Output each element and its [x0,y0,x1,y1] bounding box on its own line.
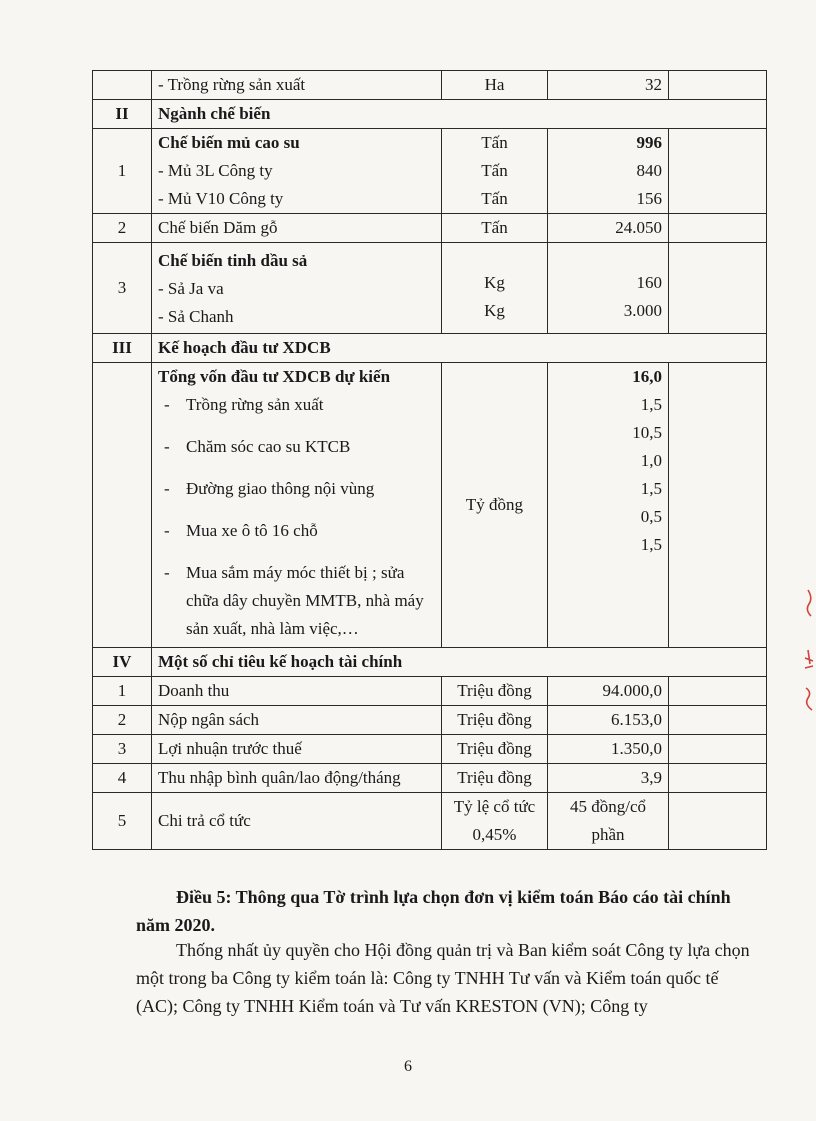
section-row [93,648,767,677]
sub-item-text: Mua sắm máy móc thiết bị ; sửa chữa dây chuyền MMTB, nhà máy sản xuất, nhà làm việc,… [186,563,424,638]
sub-item [158,475,435,503]
plan-table [92,70,767,850]
table-row [93,243,767,334]
sub-item: - Sả Ja va [158,279,224,298]
row-number [93,71,152,100]
value-text: 1,0 [640,451,662,470]
row-unit [442,129,548,214]
row-value [548,243,669,334]
sub-item: - Sả Chanh [158,307,234,326]
dash-marker: - [164,521,170,540]
sub-item-text: Trồng rừng sản xuất [186,395,324,414]
value-text: 0,5 [640,507,662,526]
row-value [548,363,669,648]
row-value: 1.350,0 [548,735,669,764]
table-row [93,214,767,243]
unit-text: Tấn [481,133,508,152]
row-unit: Triệu đồng [442,764,548,793]
section-title: Một số chỉ tiêu kế hoạch tài chính [152,648,767,677]
value-text: 16,0 [632,367,662,386]
row-number: 2 [93,706,152,735]
table-row [93,129,767,214]
unit-text: Kg [484,301,505,320]
page-number: 6 [404,1058,412,1075]
stamp-edge-mark [802,588,816,718]
sub-item: - Mủ 3L Công ty [158,161,273,180]
row-number: 4 [93,764,152,793]
section-title: Ngành chế biến [152,100,767,129]
row-note [669,243,767,334]
row-item [152,363,442,648]
group-title: Tổng vốn đầu tư XDCB dự kiến [158,367,391,386]
article-body: Thống nhất ủy quyền cho Hội đồng quản trị và Ban kiểm soát Công ty lựa chọn một trong ba Công ty kiểm toán là: Công ty TNHH Tư vấn và Kiểm toán quốc tế (AC); Công ty TNHH Kiểm toán và Tư vấn KRESTON (VN); Công ty [136,940,750,1016]
section-row [93,334,767,363]
value-text: 1,5 [640,395,662,414]
row-item [152,129,442,214]
table-row [93,363,767,648]
sub-item: - Mủ V10 Công ty [158,189,284,208]
group-title: Chế biến mủ cao su [158,133,300,152]
sub-item [158,559,435,643]
row-note [669,706,767,735]
row-note [669,71,767,100]
row-item: Doanh thu [152,677,442,706]
value-text: 840 [636,161,662,180]
table-row [93,706,767,735]
sub-item-text: Chăm sóc cao su KTCB [186,437,351,456]
value-text: 996 [636,133,662,152]
sub-item-text: Đường giao thông nội vùng [186,479,375,498]
row-number: 3 [93,243,152,334]
section-number: II [93,100,152,129]
dash-marker: - [164,437,170,456]
row-unit: Tấn [442,214,548,243]
row-number [93,363,152,648]
row-item: Chi trả cổ tức [152,793,442,850]
table-row [93,764,767,793]
sub-item [158,433,435,461]
row-value: 45 đồng/cổ phần [548,793,669,850]
row-value: 6.153,0 [548,706,669,735]
row-note [669,214,767,243]
value-text: 3.000 [623,301,662,320]
section-row [93,100,767,129]
table-row [93,71,767,100]
row-item: Thu nhập bình quân/lao động/tháng [152,764,442,793]
row-unit: Tỷ đồng [442,363,548,648]
group-title: Chế biến tinh dầu sả [158,251,308,270]
unit-text: Tấn [481,189,508,208]
article-heading: Điều 5: Thông qua Tờ trình lựa chọn đơn vị kiểm toán Báo cáo tài chính năm 2020. [136,887,731,935]
unit-text: Kg [484,273,505,292]
dash-marker: - [164,563,170,582]
row-item: Lợi nhuận trước thuế [152,735,442,764]
row-unit [442,243,548,334]
unit-text: Tấn [481,161,508,180]
dash-marker: - [164,395,170,414]
row-note [669,129,767,214]
row-number: 3 [93,735,152,764]
sub-item [158,517,435,545]
row-number: 2 [93,214,152,243]
row-value: 32 [548,71,669,100]
row-value: 24.050 [548,214,669,243]
table-row [93,677,767,706]
row-unit: Ha [442,71,548,100]
row-item: Nộp ngân sách [152,706,442,735]
row-unit: Triệu đồng [442,706,548,735]
row-note [669,677,767,706]
table-row [93,793,767,850]
value-text: 1,5 [640,535,662,554]
row-item: - Trồng rừng sản xuất [152,71,442,100]
row-number: 1 [93,677,152,706]
row-unit: Tỷ lệ cổ tức 0,45% [442,793,548,850]
value-text: 160 [636,273,662,292]
row-note [669,793,767,850]
table-row [93,735,767,764]
row-note [669,735,767,764]
row-value: 94.000,0 [548,677,669,706]
sub-item-text: Mua xe ô tô 16 chỗ [186,521,318,540]
value-text: 10,5 [632,423,662,442]
row-item [152,243,442,334]
row-value: 3,9 [548,764,669,793]
section-number: IV [93,648,152,677]
row-value [548,129,669,214]
sub-item [158,391,435,419]
row-note [669,764,767,793]
row-item: Chế biến Dăm gỗ [152,214,442,243]
section-number: III [93,334,152,363]
row-number: 5 [93,793,152,850]
value-text: 1,5 [640,479,662,498]
dash-marker: - [164,479,170,498]
section-title: Kế hoạch đầu tư XDCB [152,334,767,363]
row-unit: Triệu đồng [442,735,548,764]
row-note [669,363,767,648]
value-text: 156 [636,189,662,208]
row-unit: Triệu đồng [442,677,548,706]
row-number: 1 [93,129,152,214]
